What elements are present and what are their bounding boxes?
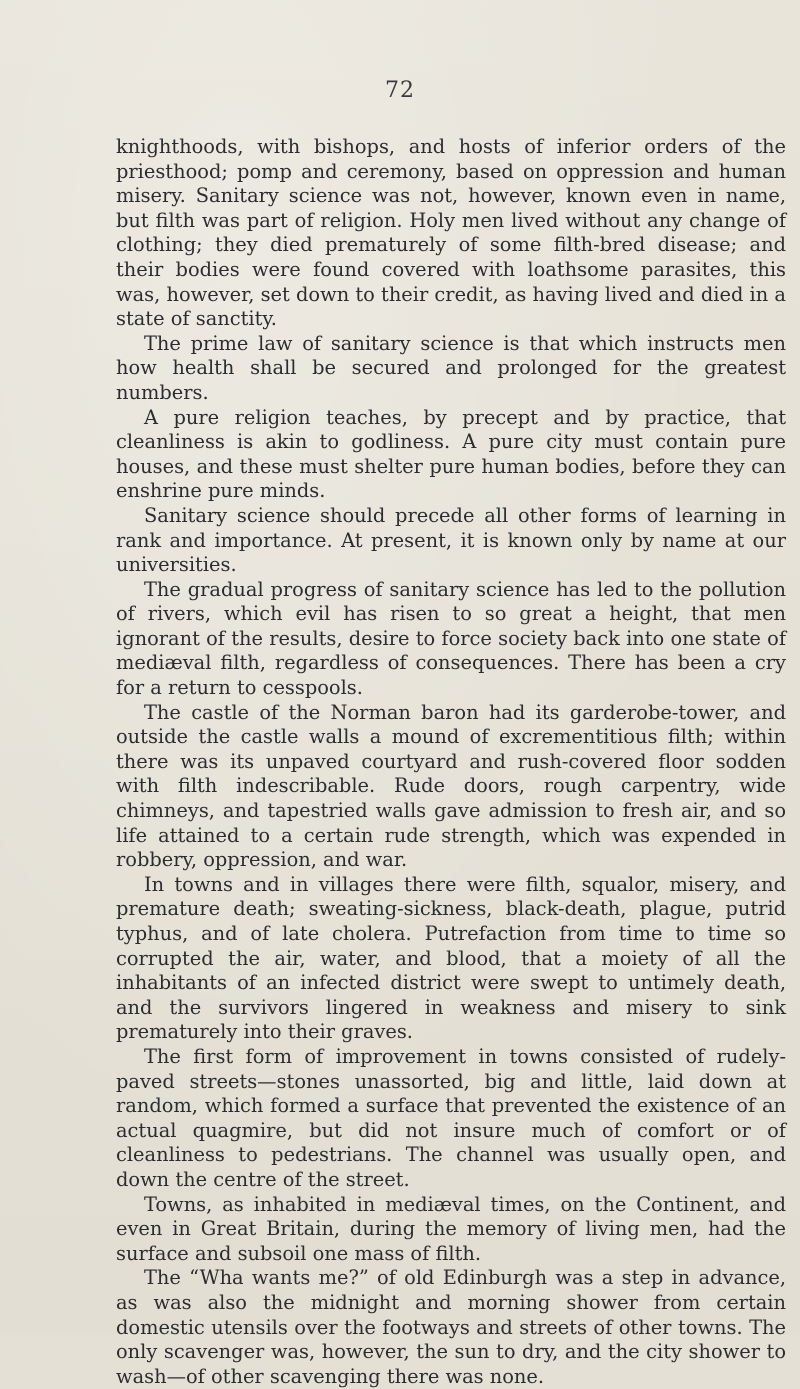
paragraph: The first form of improvement in towns consisted of rudely-paved streets—stones unassorted, big and little, laid down at random, which formed a surface that prevented the existence of an actual quagmire, but did not insure much of comfort or of cleanliness to pedestrians. The channel was usually open, and down the centre of the street. [116,1044,786,1191]
paragraph: The castle of the Norman baron had its garderobe-tower, and outside the castle walls a mound of excrementitious filth; within there was its unpaved courtyard and rush-covered floor sodden with filth indescribable. Rude doors, rough carpentry, wide chimneys, and tapestried walls gave admission to fresh air, and so life attained to a certain rude strength, which was expended in robbery, oppression, and war. [116,700,786,872]
paragraph: A pure religion teaches, by precept and by practice, that cleanliness is akin to godliness. A pure city must contain pure houses, and these must shelter pure human bodies, before they can enshrine pure minds. [116,405,786,503]
paragraph: Sanitary science should precede all other forms of learning in rank and importance. At present, it is known only by name at our universities. [116,503,786,577]
paragraph: Towns, as inhabited in mediæval times, on the Continent, and even in Great Britain, during the memory of living men, had the surface and subsoil one mass of filth. [116,1192,786,1265]
paragraph: The gradual progress of sanitary science has led to the pollution of rivers, which evil has risen to so great a height, that men ignorant of the results, desire to force society back into one state of mediæval filth, regardless of consequences. There has been a cry for a return to cesspools. [116,577,786,700]
paragraph: knighthoods, with bishops, and hosts of inferior orders of the priesthood; pomp and ceremony, based on oppression and human misery. Sanitary science was not, however, known even in name, but filth was part of religion. Holy men lived without any change of clothing; they died prematurely of some filth-bred disease; and their bodies were found covered with loathsome parasites, this was, however, set down to their credit, as having lived and died in a state of sanctity. [116,135,786,331]
body-text [116,135,786,1389]
paragraph: In towns and in villages there were filth, squalor, misery, and premature death; sweating-sickness, black-death, plague, putrid typhus, and of late cholera. Putrefaction from time to time so corrupted the air, water, and blood, that a moiety of all the inhabitants of an infected district were swept to untimely death, and the survivors lingered in weakness and misery to sink prematurely into their graves. [116,872,786,1044]
paragraph: The prime law of sanitary science is that which instructs men how health shall be secured and prolonged for the greatest numbers. [116,331,786,404]
page-number: 72 [385,78,415,103]
paragraph: The “Wha wants me?” of old Edinburgh was a step in advance, as was also the midnight and morning shower from certain domestic utensils over the footways and streets of other towns. The only scavenger was, however, the sun to dry, and the city shower to wash—of other scavenging there was none. [116,1266,786,1388]
